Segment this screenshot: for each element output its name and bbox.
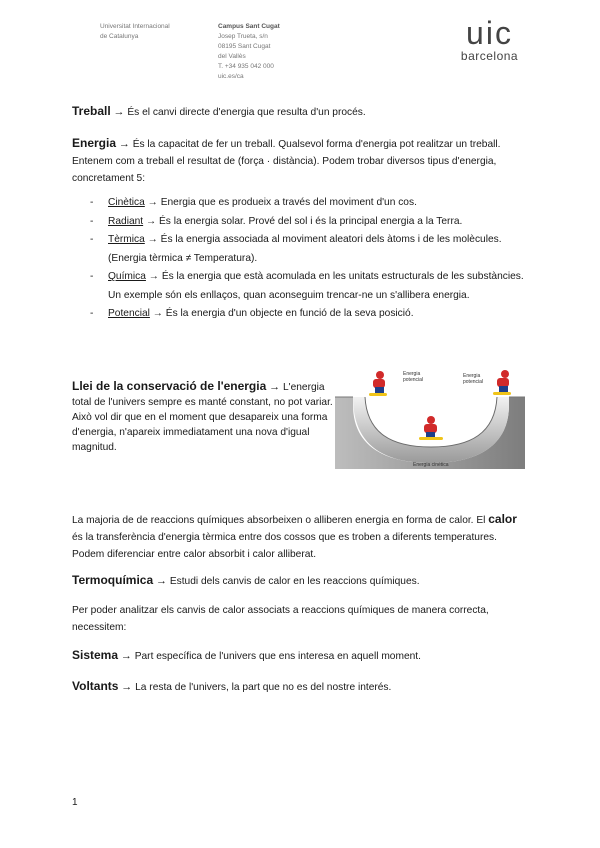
logo-subtitle: barcelona <box>460 49 519 63</box>
energia-definition <box>72 135 530 187</box>
calor-text: és la transferència d'energia tèrmica entre dos cossos que es troben a diferents temperatures. Podem diferenciar entre calor absorbit i calor alliberat. <box>72 532 497 560</box>
label-potential-left-1: Energia <box>403 371 421 377</box>
arrow: → <box>269 381 281 393</box>
list-item <box>90 213 530 232</box>
calor-paragraph <box>72 511 530 563</box>
law-term: Llei de la conservació de l'energia <box>72 379 267 393</box>
type-text: És la energia que està acomulada en les unitats estructurals de les substàncies. Un exemple són els enllaços, quan aconseguim trencar-ne un s'allibera energia. <box>108 271 524 301</box>
treball-text: És el canvi directe d'energia que resulta d'un procés. <box>127 107 366 118</box>
voltants-definition <box>72 678 530 696</box>
termoquimica-term: Termoquímica <box>72 573 154 587</box>
type-label: Cinètica <box>108 197 145 208</box>
conservation-law <box>72 379 334 455</box>
page-number: 1 <box>72 797 78 808</box>
logo-text: uic <box>466 18 513 48</box>
energia-text: És la capacitat de fer un treball. Qualsevol forma d'energia pot realitzar un treball. Entenem com a treball el resultat de (força · distància). Podem trobar diversos tipus d'energia, concretament 5: <box>72 139 501 184</box>
analysis-text: Per poder analitzar els canvis de calor associats a reaccions químiques de manera correcta, necessitem: <box>72 605 489 633</box>
campus-line: Josep Trueta, s/n <box>218 33 268 40</box>
campus-line: T. +34 935 042 000 <box>218 63 274 70</box>
label-potential-right-1: Energia <box>463 373 481 379</box>
calor-term: calor <box>488 512 517 526</box>
termoquimica-text: Estudi dels canvis de calor en les reaccions químiques. <box>169 576 420 587</box>
campus-line: uic.es/ca <box>218 73 244 80</box>
arrow: → <box>148 271 159 282</box>
type-text: Energia que es produeix a través del moviment d'un cos. <box>160 197 417 208</box>
type-text: És la energia associada al moviment aleatori dels àtoms i de les molècules. (Energia tèrmica ≠ Temperatura). <box>108 234 502 264</box>
arrow: → <box>118 138 130 150</box>
label-potential-left-2: potencial <box>403 377 424 383</box>
list-item <box>90 305 530 324</box>
arrow: → <box>145 215 157 227</box>
arrow: → <box>147 234 158 245</box>
treball-term: Treball <box>72 104 111 118</box>
arrow: → <box>113 106 125 118</box>
energia-term: Energia <box>72 136 117 150</box>
analysis-paragraph <box>72 602 530 636</box>
type-text: És la energia solar. Prové del sol i és la principal energia a la Terra. <box>159 215 463 227</box>
arrow: → <box>120 650 132 662</box>
halfpipe-illustration <box>333 365 527 471</box>
type-label: Tèrmica <box>108 234 145 245</box>
sistema-definition <box>72 647 530 665</box>
arrow: → <box>155 575 167 587</box>
uic-logo-mark <box>452 18 527 48</box>
campus-line: 08195 Sant Cugat <box>218 43 271 50</box>
arrow: → <box>152 308 163 319</box>
voltants-text: La resta de l'univers, la part que no es del nostre interés. <box>135 682 392 693</box>
list-item <box>90 268 530 305</box>
list-item <box>90 194 530 213</box>
campus-address <box>218 22 280 82</box>
voltants-term: Voltants <box>72 679 119 693</box>
law-text: L'energia total de l'univers sempre es manté constant, no pot variar. Això vol dir que en el moment que desapareix una forma d'energia, n'apareix immediatament una nova d'igual magnitud. <box>72 382 333 453</box>
calor-intro: La majoria de de reaccions químiques absorbeixen o alliberen energia en forma de calor. El <box>72 515 486 526</box>
type-label: Radiant <box>108 215 144 227</box>
campus-title: Campus Sant Cugat <box>218 23 280 30</box>
label-kinetic: Energia cinètica <box>413 462 449 468</box>
campus-line: del Vallès <box>218 53 246 60</box>
type-text: És la energia d'un objecte en funció de la seva posició. <box>165 308 414 319</box>
institution-line: Universitat Internacional <box>100 23 170 30</box>
termoquimica-definition <box>72 572 530 590</box>
institution-line: de Catalunya <box>100 33 139 40</box>
arrow: → <box>121 681 133 693</box>
sistema-term: Sistema <box>72 648 119 662</box>
type-label: Potencial <box>108 308 150 319</box>
treball-definition <box>72 103 530 121</box>
arrow: → <box>147 197 158 208</box>
uic-logo <box>452 18 527 63</box>
energy-types-list <box>90 194 530 324</box>
sistema-text: Part específica de l'univers que ens interesa en aquell moment. <box>134 651 421 662</box>
label-potential-right-2: potencial <box>463 379 484 385</box>
institution-name <box>100 22 170 42</box>
type-label: Química <box>108 271 146 282</box>
list-item <box>90 231 530 268</box>
